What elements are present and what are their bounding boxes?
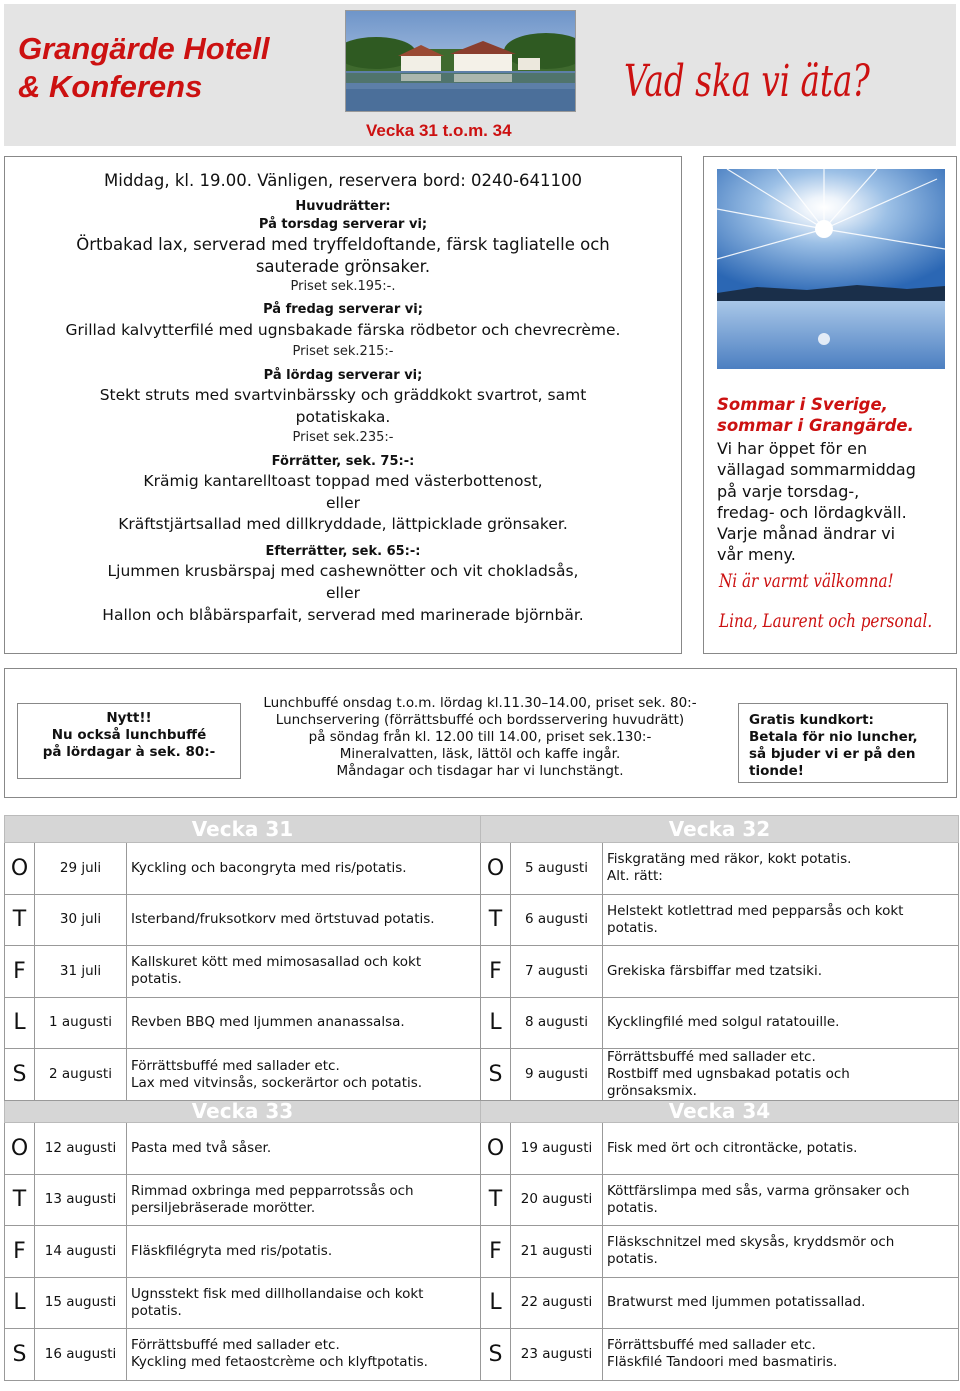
menu-dish: Rimmad oxbringa med pepparrotssås och persiljebräserade morötter. <box>127 1174 481 1226</box>
new-line: på lördagar à sek. 80:- <box>42 744 216 760</box>
menu-dish: Ugnsstekt fisk med dillhollandaise och kokt potatis. <box>127 1277 481 1329</box>
week-heading: Vecka 34 <box>481 1101 959 1123</box>
weekday-letter: S <box>5 1049 35 1101</box>
menu-date: 8 augusti <box>511 997 603 1049</box>
menu-date: 14 augusti <box>35 1226 127 1278</box>
weekly-lunch-table <box>4 815 959 1381</box>
menu-dish: Fläskfilégryta med ris/potatis. <box>127 1226 481 1278</box>
lunch-section <box>4 668 957 798</box>
new-lunch-notice <box>17 703 241 779</box>
weekday-letter: F <box>5 946 35 998</box>
weekday-letter: L <box>5 1277 35 1329</box>
menu-dish: Kallskuret kött med mimosasallad och kokt potatis. <box>127 946 481 998</box>
menu-date: 31 juli <box>35 946 127 998</box>
lunch-info-line: på söndag från kl. 12.00 till 14.00, priset sek.130:- <box>308 729 652 745</box>
summer-text-line: vällagad sommarmiddag <box>717 460 916 480</box>
summer-text-line: Varje månad ändrar vi <box>717 524 896 544</box>
lunch-info <box>245 695 715 780</box>
table-row <box>5 894 959 946</box>
menu-dish: Förrättsbuffé med sallader etc. Kyckling med fetaostcrème och klyftpotatis. <box>127 1329 481 1381</box>
card-line: Gratis kundkort: <box>749 712 874 728</box>
menu-date: 29 juli <box>35 843 127 895</box>
summer-title-line-1: Sommar i Sverige, <box>717 395 888 414</box>
summer-box <box>703 156 957 654</box>
friday-dish: Grillad kalvytterfilé med ugnsbakade färska rödbetor och chevrecrème. <box>65 321 621 339</box>
card-line: så bjuder vi er på den <box>749 746 916 762</box>
saturday-dish-line-1: Stekt struts med svartvinbärssky och gräddkokt svartrot, samt <box>99 386 587 404</box>
menu-date: 5 augusti <box>511 843 603 895</box>
new-line: Nu också lunchbuffé <box>51 727 207 743</box>
table-row <box>5 1226 959 1278</box>
menu-dish: Fiskgratäng med räkor, kokt potatis. Alt. rätt: <box>603 843 959 895</box>
weekday-letter: L <box>5 997 35 1049</box>
weekday-letter: O <box>5 1123 35 1175</box>
dessert-1: Ljummen krusbärspaj med cashewnötter och vit chokladsås, <box>107 562 579 580</box>
menu-date: 12 augusti <box>35 1123 127 1175</box>
menu-date: 9 augusti <box>511 1049 603 1101</box>
dinner-menu <box>4 156 682 654</box>
week-header-row <box>5 816 959 843</box>
table-row <box>5 1174 959 1226</box>
table-row <box>5 1123 959 1175</box>
starters-heading: Förrätter, sek. 75:-: <box>271 454 415 469</box>
menu-date: 20 augusti <box>511 1174 603 1226</box>
menu-date: 23 augusti <box>511 1329 603 1381</box>
summer-lake-photo <box>717 169 945 369</box>
starter-or: eller <box>325 494 361 512</box>
desserts-heading: Efterrätter, sek. 65:-: <box>265 544 421 559</box>
menu-dish: Bratwurst med ljummen potatissallad. <box>603 1277 959 1329</box>
menu-dish: Pasta med två såser. <box>127 1123 481 1175</box>
lunch-info-line: Lunchbuffé onsdag t.o.m. lördag kl.11.30–14.00, priset sek. 80:- <box>263 695 697 711</box>
summer-text <box>717 438 916 566</box>
summer-text-line: fredag- och lördagkväll. <box>717 502 907 522</box>
menu-date: 1 augusti <box>35 997 127 1049</box>
menu-dish: Revben BBQ med ljummen ananassalsa. <box>127 997 481 1049</box>
menu-date: 22 augusti <box>511 1277 603 1329</box>
week-heading: Vecka 32 <box>481 816 959 843</box>
signature: Lina, Laurent och personal. <box>719 610 933 632</box>
table-row <box>5 1329 959 1381</box>
loyalty-card-notice <box>738 703 948 783</box>
menu-dish: Köttfärslimpa med sås, varma grönsaker och potatis. <box>603 1174 959 1226</box>
lunch-info-line: Mineralvatten, läsk, lättöl och kaffe ingår. <box>339 746 621 762</box>
week-heading: Vecka 31 <box>5 816 481 843</box>
menu-dish: Kycklingfilé med solgul ratatouille. <box>603 997 959 1049</box>
hotel-name <box>18 30 270 106</box>
thursday-price: Priset sek.195:-. <box>290 279 396 294</box>
menu-date: 7 augusti <box>511 946 603 998</box>
dessert-2: Hallon och blåbärsparfait, serverad med marinerade björnbär. <box>102 606 584 624</box>
menu-dish: Fisk med ört och citrontäcke, potatis. <box>603 1123 959 1175</box>
friday-price: Priset sek.215:- <box>292 344 394 359</box>
table-row <box>5 1277 959 1329</box>
thursday-dish-line-2: sauterade grönsaker. <box>255 257 431 276</box>
saturday-price: Priset sek.235:- <box>292 430 394 445</box>
dessert-or: eller <box>325 584 361 602</box>
menu-date: 2 augusti <box>35 1049 127 1101</box>
weekday-letter: L <box>481 1277 511 1329</box>
table-row <box>5 1049 959 1101</box>
weekday-letter: L <box>481 997 511 1049</box>
menu-date: 30 juli <box>35 894 127 946</box>
summer-title <box>717 394 914 436</box>
thursday-heading: På torsdag serverar vi; <box>258 217 428 232</box>
header <box>4 4 956 146</box>
slogan: Vad ska vi äta? <box>624 56 870 107</box>
summer-text-line: på varje torsdag-, <box>717 481 860 501</box>
card-line: Betala för nio luncher, <box>749 729 918 745</box>
menu-dish: Isterband/fruksotkorv med örtstuvad potatis. <box>127 894 481 946</box>
menu-dish: Fläskschnitzel med skysås, kryddsmör och potatis. <box>603 1226 959 1278</box>
table-row <box>5 843 959 895</box>
menu-dish: Förrättsbuffé med sallader etc. Lax med vitvinsås, sockerärtor och potatis. <box>127 1049 481 1101</box>
weekday-letter: T <box>5 894 35 946</box>
weekday-letter: F <box>481 1226 511 1278</box>
summer-text-line: Vi har öppet för en <box>717 439 868 458</box>
menu-dish: Förrättsbuffé med sallader etc. Rostbiff med ugnsbakad potatis och grönsaksmix. <box>603 1049 959 1101</box>
weekday-letter: O <box>5 843 35 895</box>
weekday-letter: O <box>481 843 511 895</box>
menu-dish: Grekiska färsbiffar med tzatsiki. <box>603 946 959 998</box>
table-row <box>5 997 959 1049</box>
menu-date: 6 augusti <box>511 894 603 946</box>
starter-2: Kräftstjärtsallad med dillkryddade, lättpicklade grönsaker. <box>118 515 568 533</box>
hotel-photo <box>345 10 576 112</box>
friday-heading: På fredag serverar vi; <box>263 302 423 317</box>
menu-date: 15 augusti <box>35 1277 127 1329</box>
week-range: Vecka 31 t.o.m. 34 <box>366 121 512 140</box>
saturday-dish-line-2: potatiskaka. <box>295 408 391 426</box>
summer-text-line: vår meny. <box>717 545 796 565</box>
hotel-name-line-2: & Konferens <box>18 69 203 104</box>
weekday-letter: T <box>481 894 511 946</box>
weekday-letter: F <box>481 946 511 998</box>
new-label: Nytt!! <box>106 710 152 726</box>
menu-date: 21 augusti <box>511 1226 603 1278</box>
weekday-letter: T <box>481 1174 511 1226</box>
card-line: tionde! <box>749 763 804 779</box>
weekday-letter: O <box>481 1123 511 1175</box>
summer-title-line-2: sommar i Grangärde. <box>717 416 914 435</box>
lunch-info-line: Lunchservering (förrättsbuffé och bordsservering huvudrätt) <box>275 712 685 728</box>
menu-date: 13 augusti <box>35 1174 127 1226</box>
weekday-letter: S <box>481 1329 511 1381</box>
saturday-heading: På lördag serverar vi; <box>263 368 423 383</box>
thursday-dish-line-1: Örtbakad lax, serverad med tryffeldoftande, färsk tagliatelle och <box>76 235 610 254</box>
menu-dish: Kyckling och bacongryta med ris/potatis. <box>127 843 481 895</box>
menu-dish: Förrättsbuffé med sallader etc. Fläskfilé Tandoori med basmatiris. <box>603 1329 959 1381</box>
weekday-letter: S <box>481 1049 511 1101</box>
weekday-letter: F <box>5 1226 35 1278</box>
menu-dish: Helstekt kotlettrad med pepparsås och kokt potatis. <box>603 894 959 946</box>
menu-date: 19 augusti <box>511 1123 603 1175</box>
weekday-letter: S <box>5 1329 35 1381</box>
lunch-info-line: Måndagar och tisdagar har vi lunchstängt. <box>336 763 624 779</box>
week-heading: Vecka 33 <box>5 1101 481 1123</box>
table-row <box>5 946 959 998</box>
starter-1: Krämig kantarelltoast toppad med västerbottenost, <box>143 472 543 490</box>
weekday-letter: T <box>5 1174 35 1226</box>
week-header-row <box>5 1101 959 1123</box>
main-courses-heading: Huvudrätter: <box>295 199 391 214</box>
hotel-name-line-1: Grangärde Hotell <box>18 31 270 66</box>
welcome-text: Ni är varmt välkomna! <box>719 570 894 592</box>
dinner-intro: Middag, kl. 19.00. Vänligen, reservera bord: 0240-641100 <box>104 171 582 190</box>
menu-date: 16 augusti <box>35 1329 127 1381</box>
